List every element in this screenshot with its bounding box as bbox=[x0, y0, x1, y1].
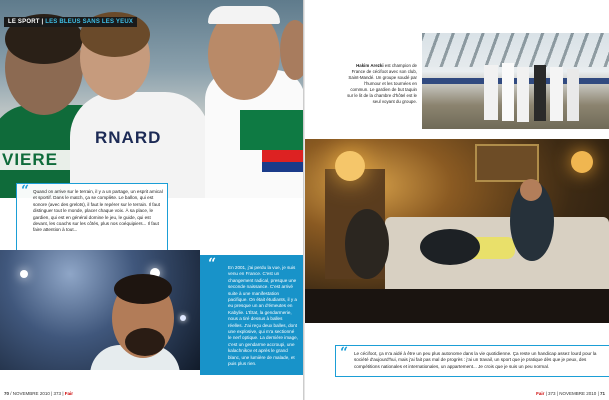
folio-sep: | bbox=[51, 391, 54, 396]
caption-text: est champion de France de cécifoot avec son club, Saint-Mandé. Un groupe soudé par l'humour et les tournées en commun. Le gardien de but taquin sur le lit de la chambre d'hôtel est le seul voyant du groupe. bbox=[347, 63, 417, 104]
folio-month: NOVEMBRE bbox=[559, 391, 586, 396]
folio-right bbox=[536, 391, 605, 396]
shirt-lettering-left: VIERE bbox=[2, 150, 59, 169]
quote-box-1 bbox=[16, 183, 168, 255]
folio-sep: | bbox=[597, 391, 600, 396]
folio-brand: Fair bbox=[64, 391, 73, 396]
quote-1-text: Quand on arrive sur le terrain, il y a un partage, un esprit amical et sportif. Dans le match, ça se complète. Le ballon, qui est sonore (avec des grelots), il faut le repérer sur le terrain. Il faut distinguer tout le monde, placer chaque voix. À sa place, le gardien, qui est en général domine le jeu, le guide, qui est devant, les coachs sur les côtés, plus nos coéquipiers... Il faut faire attention à tout... bbox=[33, 189, 163, 233]
quote-mark-icon: “ bbox=[340, 345, 349, 361]
rubric-title: LES BLEUS SANS LES YEUX bbox=[45, 19, 134, 25]
rubric-separator: | bbox=[41, 19, 46, 25]
portrait-photo bbox=[0, 250, 200, 370]
hero-photo bbox=[0, 0, 304, 198]
left-page bbox=[0, 0, 304, 400]
photo-caption bbox=[345, 63, 417, 105]
folio-year: 2010 bbox=[586, 391, 597, 396]
folio-sep: | bbox=[62, 391, 65, 396]
folio-left bbox=[4, 391, 73, 396]
quote-2-text: En 2001, j'ai perdu la vue, je suis venu en France. C'est un changement radical, presque une seconde naissance. C'est arrivé suite à une manifestation pacifique. On était étudiants, il y a eu presque un an d'émeutes en Kabylie. L'État, la gendarmerie, nous a tiré dessus à balles réelles. J'ai reçu deux balles, dont une explosive, qui m'a sectionné le nerf optique. La dernière image, c'est un gendarme accroupi, une kalachnikov et après le grand blanc, une lumière de malade, et puis plus rien. bbox=[228, 265, 298, 367]
folio-issue: 373 bbox=[53, 391, 62, 396]
quote-mark-icon: “ bbox=[21, 183, 30, 199]
quote-mark-icon: “ bbox=[208, 256, 217, 272]
quote-2-panel bbox=[200, 255, 304, 375]
right-page bbox=[305, 0, 609, 400]
page-number: 70 bbox=[4, 391, 10, 396]
section-rubric bbox=[4, 17, 137, 27]
quote-3-text: Le cécifoot, ça m'a aidé à être un peu plus autonome dans la vie quotidienne. Ça reste un handicap assez lourd pour la société d'aujourd'hui, mais j'ai fait pas mal de progrès : j'ai un travail, un sport que je pratique dès que je peux, des compétitions nationales et internationales, un appartement... Je crois que je suis un peu normal. bbox=[354, 351, 597, 369]
folio-month: NOVEMBRE bbox=[12, 391, 39, 396]
page-number: 71 bbox=[599, 391, 605, 396]
folio-sep: | bbox=[545, 391, 549, 396]
team-photo bbox=[422, 33, 609, 129]
hotel-room-photo bbox=[305, 139, 609, 323]
folio-year: 2010 bbox=[39, 391, 50, 396]
folio-issue: 373 bbox=[548, 391, 556, 396]
quote-box-3 bbox=[335, 345, 609, 377]
rubric-section: LE SPORT bbox=[8, 19, 40, 25]
caption-name: Hakim Arezki bbox=[356, 63, 384, 68]
folio-sep: | bbox=[556, 391, 560, 396]
folio-brand: Fair bbox=[536, 391, 545, 396]
folio-sep: / bbox=[10, 391, 13, 396]
shirt-lettering-center: RNARD bbox=[95, 128, 162, 147]
